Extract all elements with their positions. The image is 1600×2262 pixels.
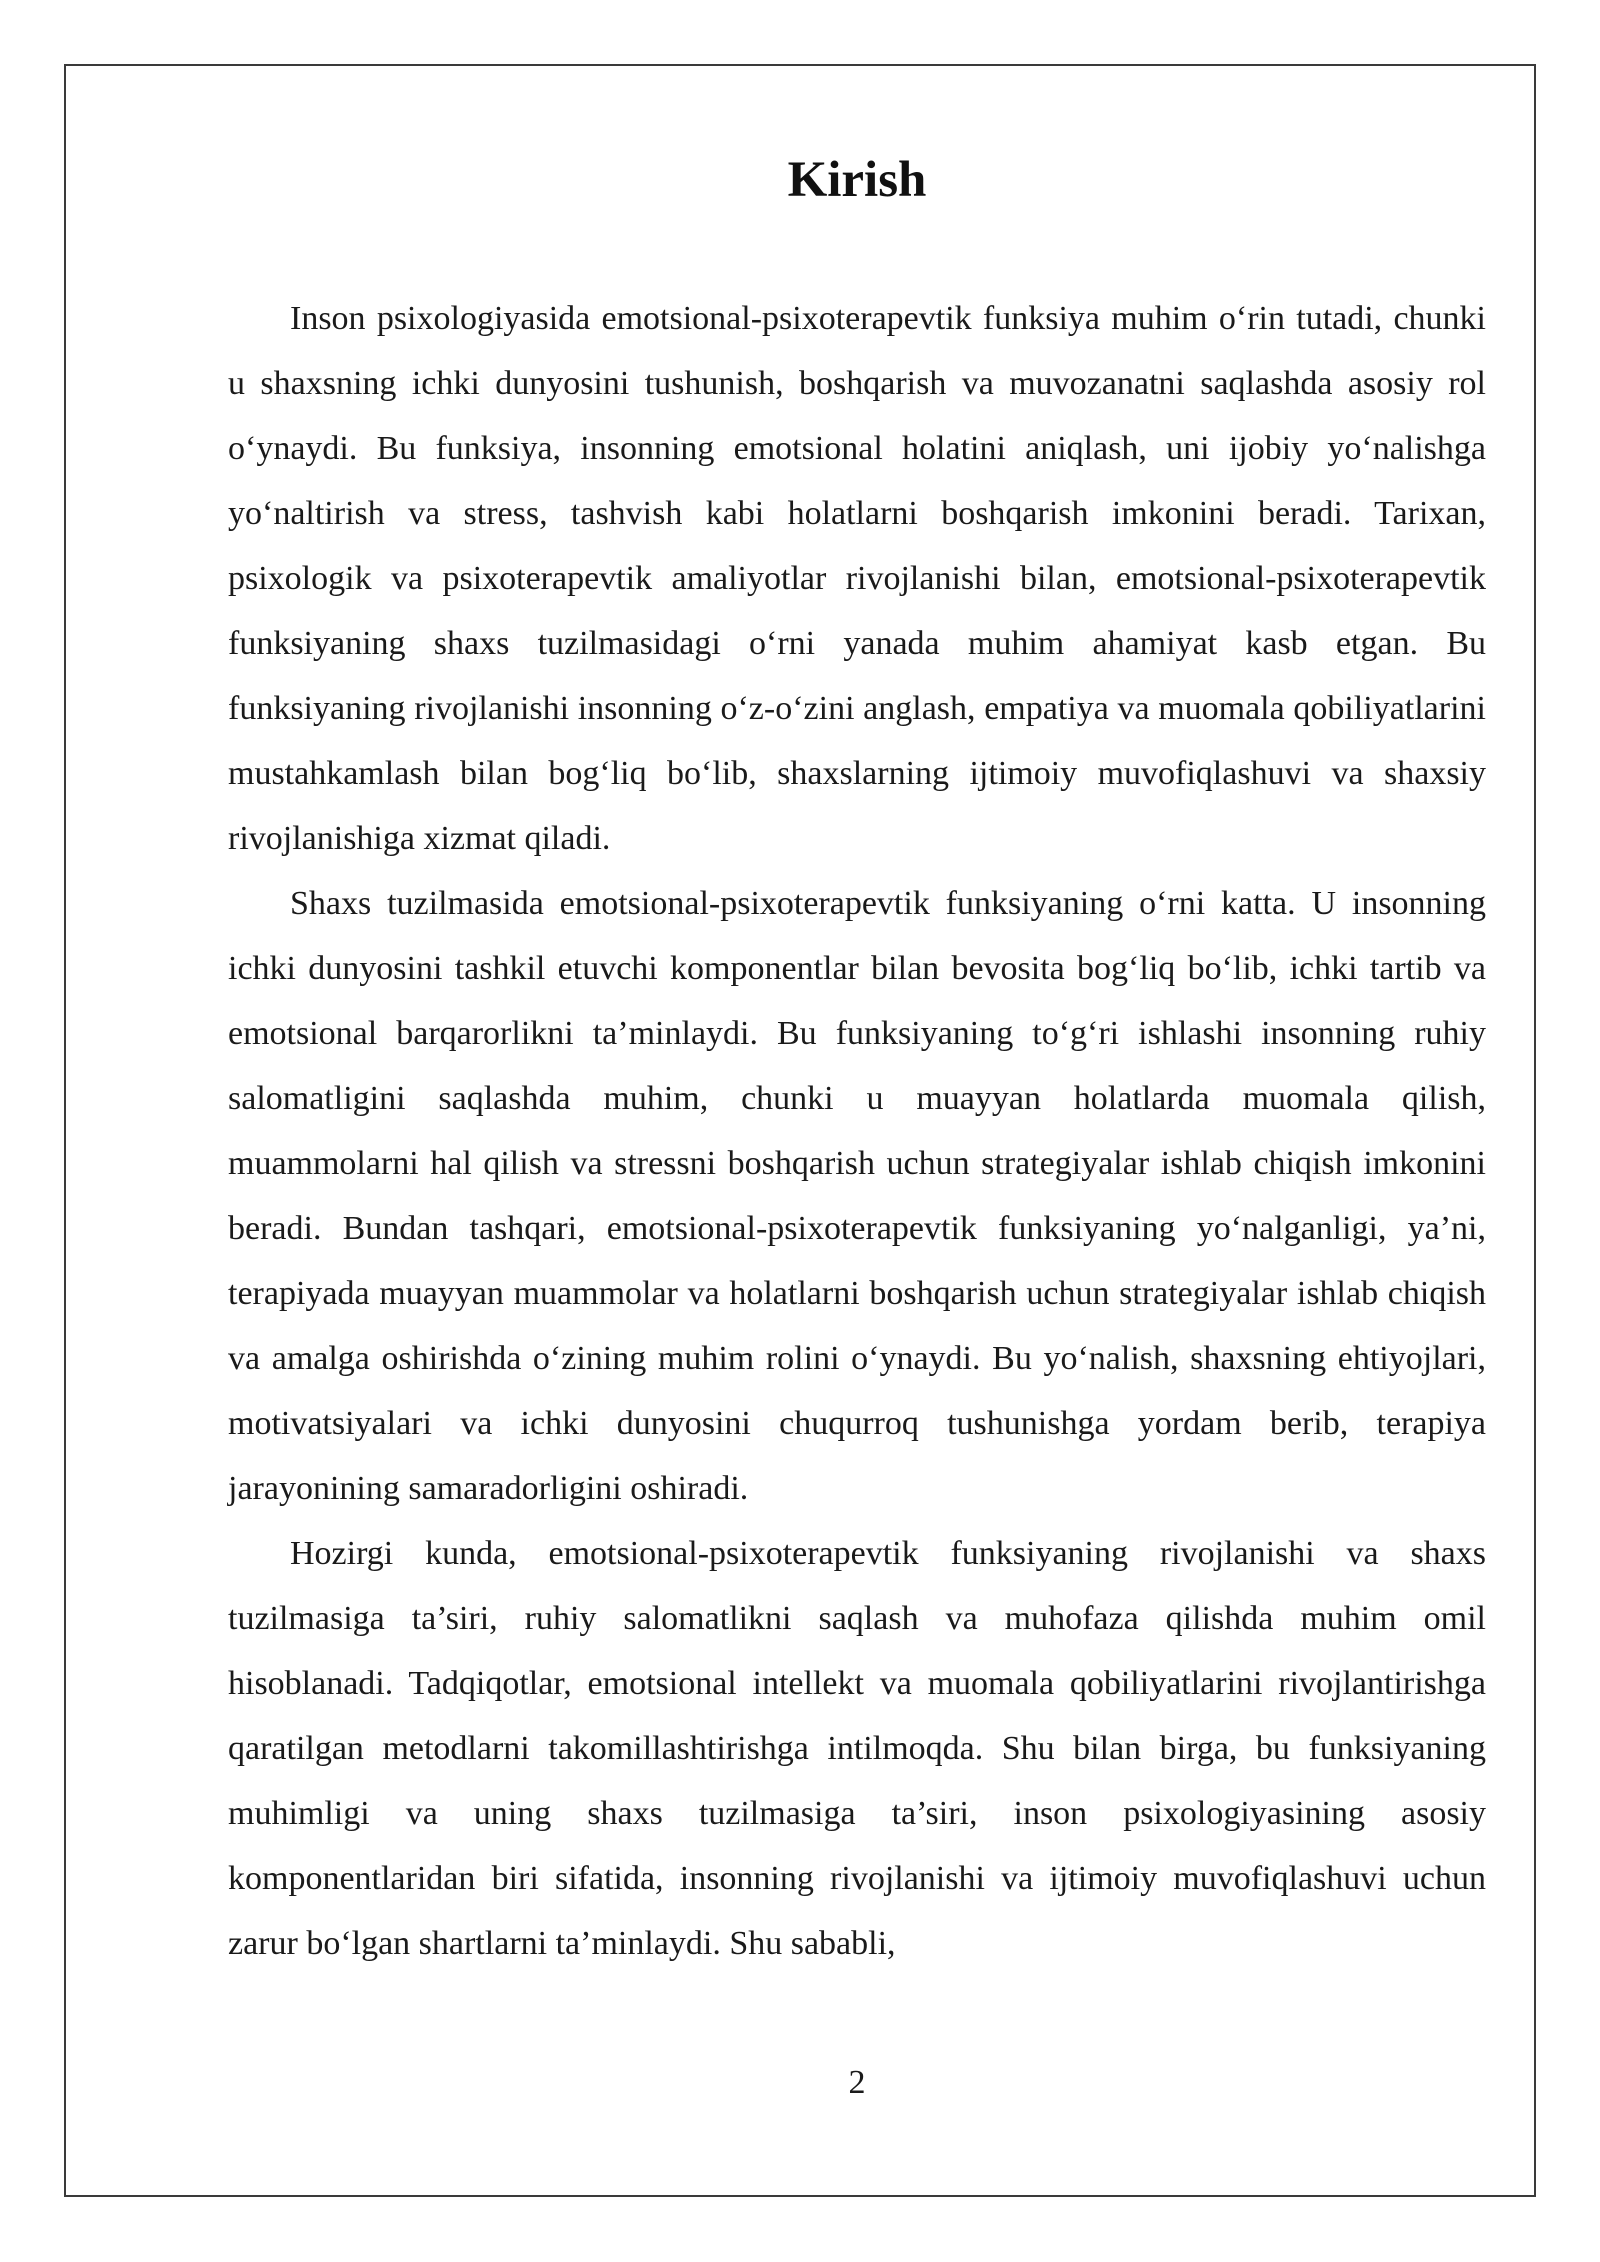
paragraph-2: Shaxs tuzilmasida emotsional-psixoterapevtik funksiyaning o‘rni katta. U insonning ichki dunyosini tashkil etuvchi komponentlar bilan bevosita bog‘liq bo‘lib, ichki tartib va emotsional barqarorlikni ta’minlaydi. Bu funksiyaning to‘g‘ri ishlashi insonning ruhiy salomatligini saqlashda muhim, chunki u muayyan holatlarda muomala qilish, muammolarni hal qilish va stressni boshqarish uchun strategiyalar ishlab chiqish imkonini beradi. Bundan tashqari, emotsional-psixoterapevtik funksiyaning yo‘nalganligi, ya’ni, terapiyada muayyan muammolar va holatlarni boshqarish uchun strategiyalar ishlab chiqish va amalga oshirishda o‘zining muhim rolini o‘ynaydi. Bu yo‘nalish, shaxsning ehtiyojlari, motivatsiyalari va ichki dunyosini chuqurroq tushunishga yordam berib, terapiya jarayonining samaradorligini oshiradi. bbox=[228, 885, 1486, 1507]
body-text bbox=[228, 286, 1486, 1976]
page-number: 2 bbox=[848, 2064, 866, 2101]
page-title: Kirish bbox=[787, 152, 927, 208]
paragraph-3: Hozirgi kunda, emotsional-psixoterapevtik funksiyaning rivojlanishi va shaxs tuzilmasiga ta’siri, ruhiy salomatlikni saqlash va muhofaza qilishda muhim omil hisoblanadi. Tadqiqotlar, emotsional intellekt va muomala qobiliyatlarini rivojlantirishga qaratilgan metodlarni takomillashtirishga intilmoqda. Shu bilan birga, bu funksiyaning muhimligi va uning shaxs tuzilmasiga ta’siri, inson psixologiyasining asosiy komponentlaridan biri sifatida, insonning rivojlanishi va ijtimoiy muvofiqlashuvi uchun zarur bo‘lgan shartlarni ta’minlaydi. Shu sababli, bbox=[228, 1535, 1486, 1962]
paragraph-1: Inson psixologiyasida emotsional-psixoterapevtik funksiya muhim o‘rin tutadi, chunki u shaxsning ichki dunyosini tushunish, boshqarish va muvozanatni saqlashda asosiy rol o‘ynaydi. Bu funksiya, insonning emotsional holatini aniqlash, uni ijobiy yo‘nalishga yo‘naltirish va stress, tashvish kabi holatlarni boshqarish imkonini beradi. Tarixan, psixologik va psixoterapevtik amaliyotlar rivojlanishi bilan, emotsional-psixoterapevtik funksiyaning shaxs tuzilmasidagi o‘rni yanada muhim ahamiyat kasb etgan. Bu funksiyaning rivojlanishi insonning o‘z-o‘zini anglash, empatiya va muomala qobiliyatlarini mustahkamlash bilan bog‘liq bo‘lib, shaxslarning ijtimoiy muvofiqlashuvi va shaxsiy rivojlanishiga xizmat qiladi. bbox=[228, 300, 1486, 857]
